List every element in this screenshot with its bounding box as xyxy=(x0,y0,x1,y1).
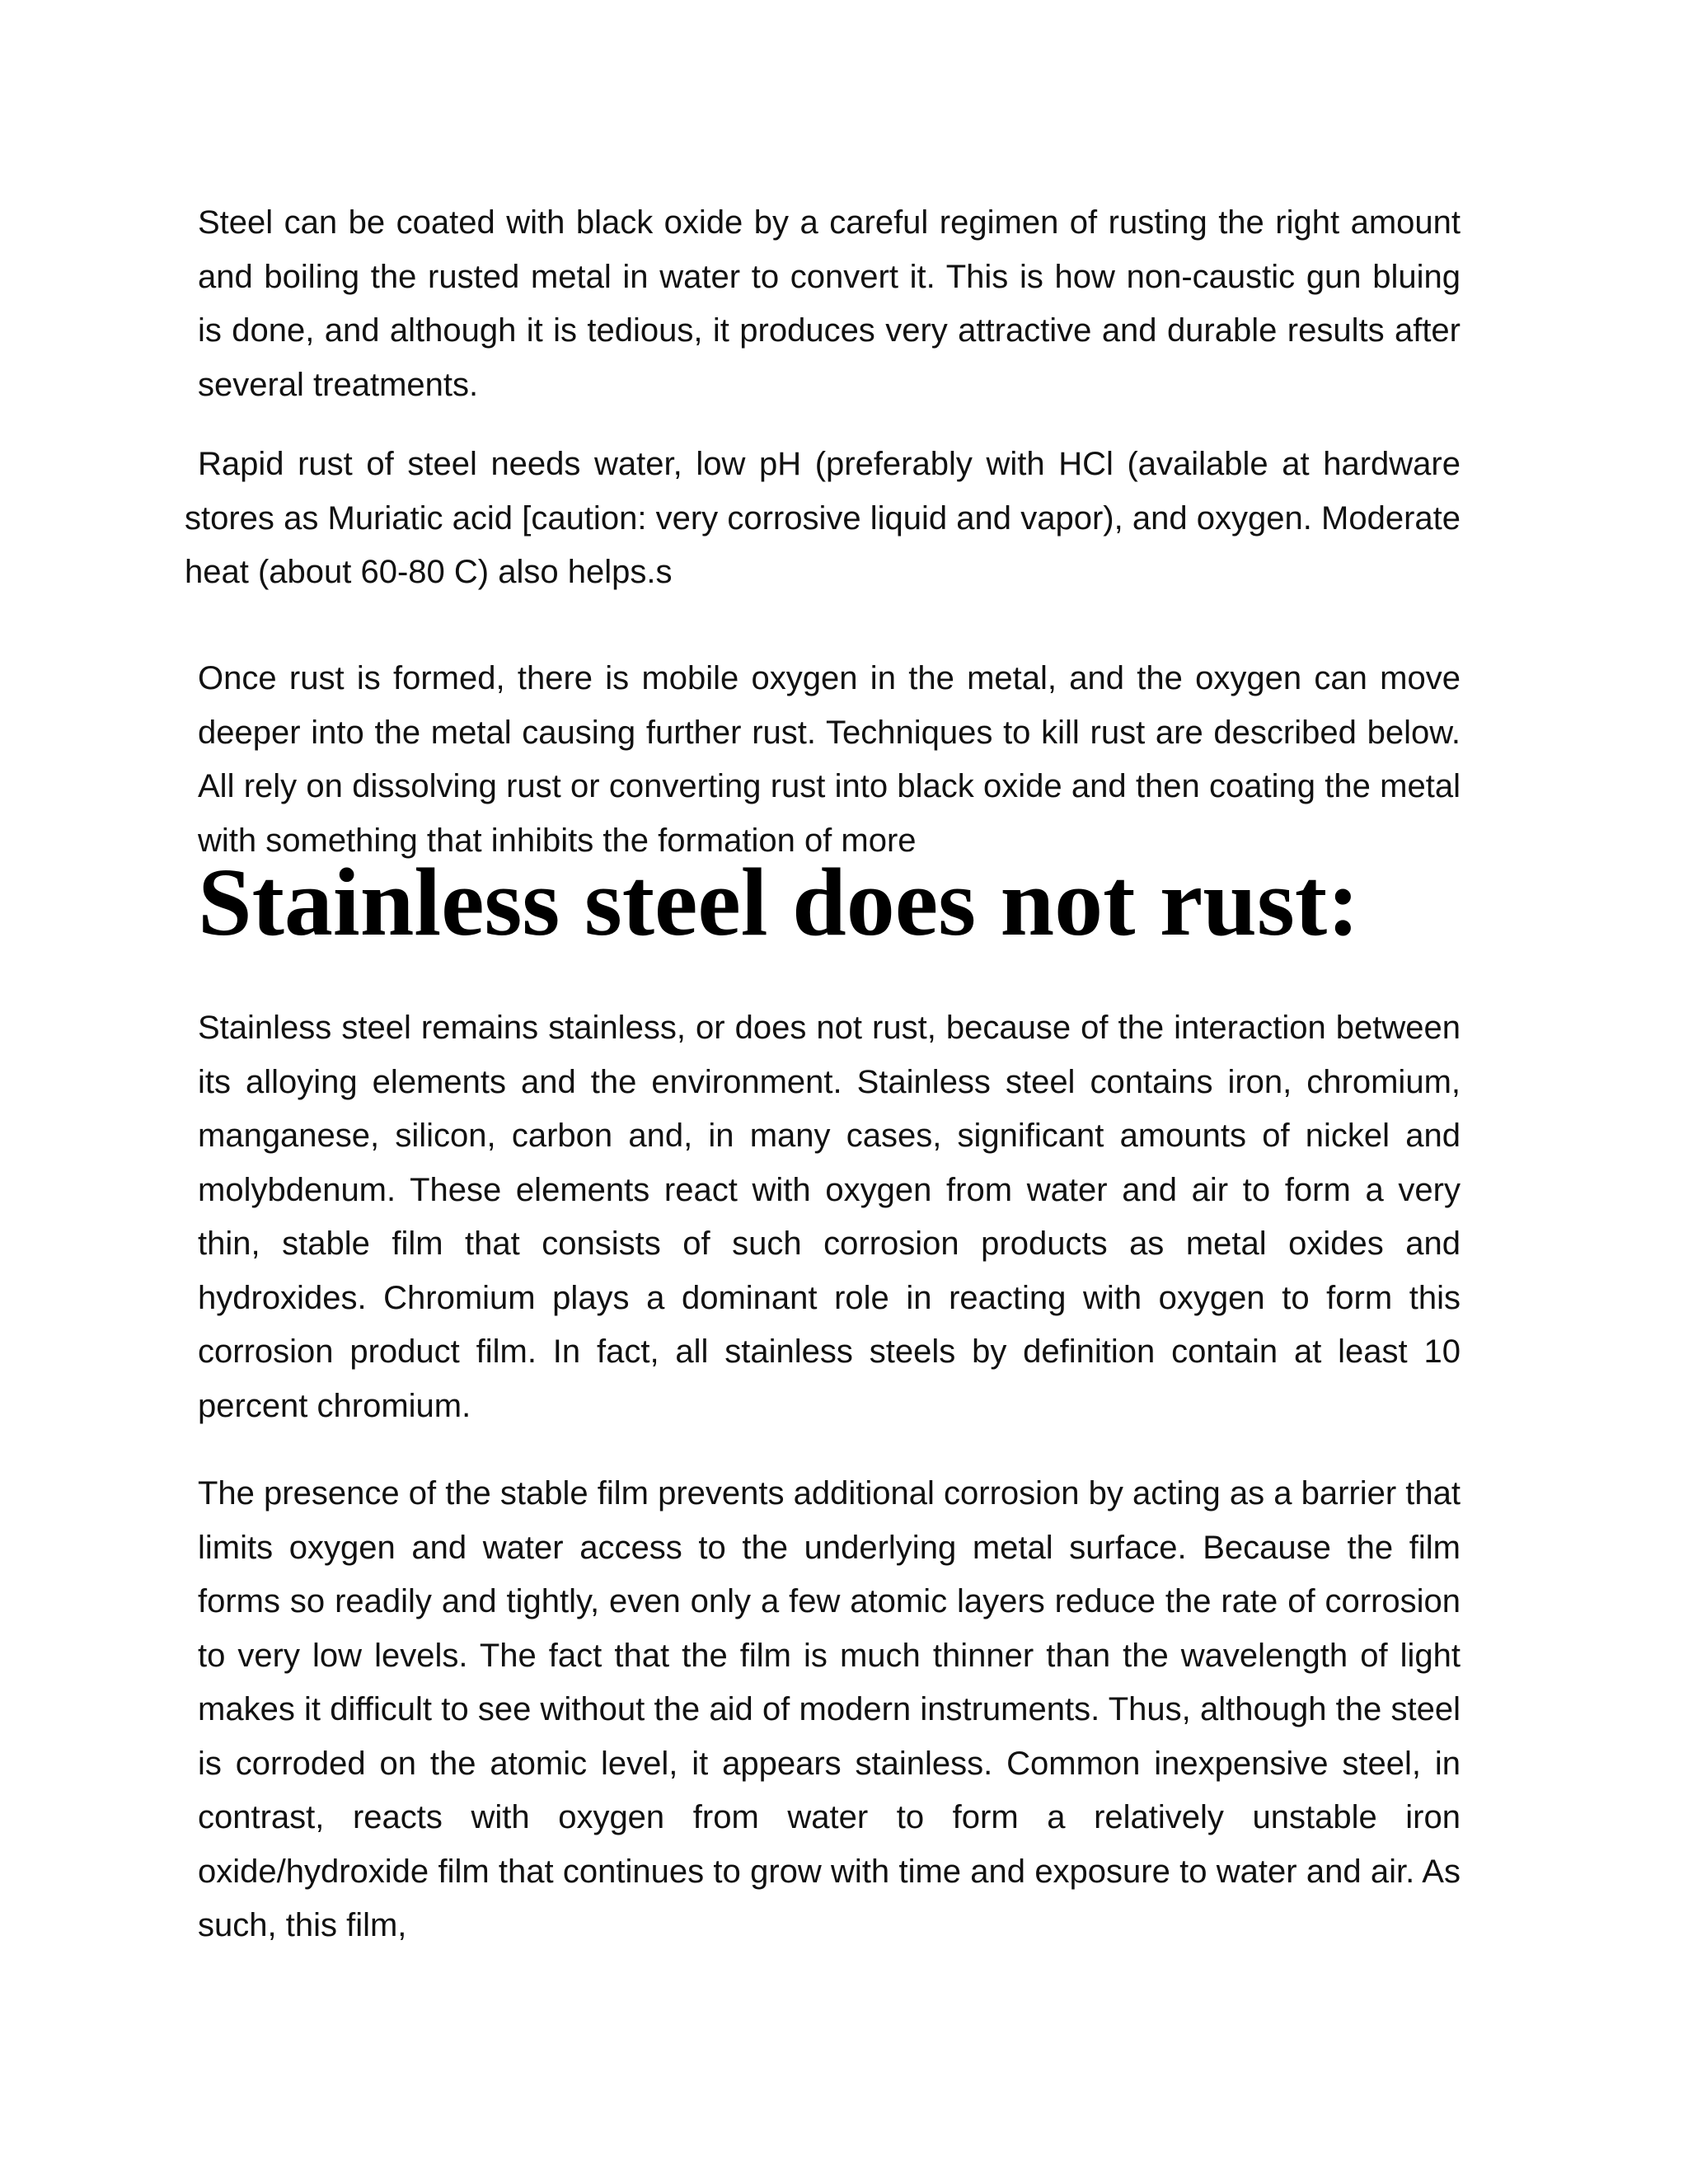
paragraph-rapid-rust: Rapid rust of steel needs water, low pH (preferably with HCl (available at hardware stores as Muriatic acid [caution: very corrosive liquid and vapor), and oxygen. Moderate heat (about 60-80 C) also helps.s xyxy=(185,446,1461,590)
section-heading: Stainless steel does not rust: xyxy=(198,848,1360,956)
paragraph-stable-film: The presence of the stable film prevents additional corrosion by acting as a barrier that limits oxygen and water access to the underlying metal surface. Because the film forms so readily and tightly, even only a few atomic layers reduce the rate of corrosion to very low levels. The fact that the film is much thinner than the wavelength of light makes it difficult to see without the aid of modern instruments. Thus, although the steel is corroded on the atomic level, it appears stainless. Common inexpensive steel, in contrast, reacts with oxygen from water to form a relatively unstable iron oxide/hydroxide film that continues to grow with time and exposure to water and air. As such, this film, xyxy=(198,1475,1461,1943)
paragraph-black-oxide-coating: Steel can be coated with black oxide by a careful regimen of rusting the right amount and boiling the rusted metal in water to convert it. This is how non-caustic gun bluing is done, and although it is tedious, it produces very attractive and durable results after several treatments. xyxy=(198,204,1461,403)
paragraph-stainless-interaction: Stainless steel remains stainless, or does not rust, because of the interaction between its alloying elements and the environment. Stainless steel contains iron, chromium, manganese, silicon, carbon and, in many cases, significant amounts of nickel and molybdenum. These elements react with oxygen from water and air to form a very thin, stable film that consists of such corrosion products as metal oxides and hydroxides. Chromium plays a dominant role in reacting with oxygen to form this corrosion product film. In fact, all stainless steels by definition contain at least 10 percent chromium. xyxy=(198,1010,1461,1424)
paragraph-mobile-oxygen: Once rust is formed, there is mobile oxygen in the metal, and the oxygen can move deeper into the metal causing further rust. Techniques to kill rust are described below. All rely on dissolving rust or converting rust into black oxide and then coating the metal with something that inhibits the formation of more xyxy=(198,660,1461,859)
